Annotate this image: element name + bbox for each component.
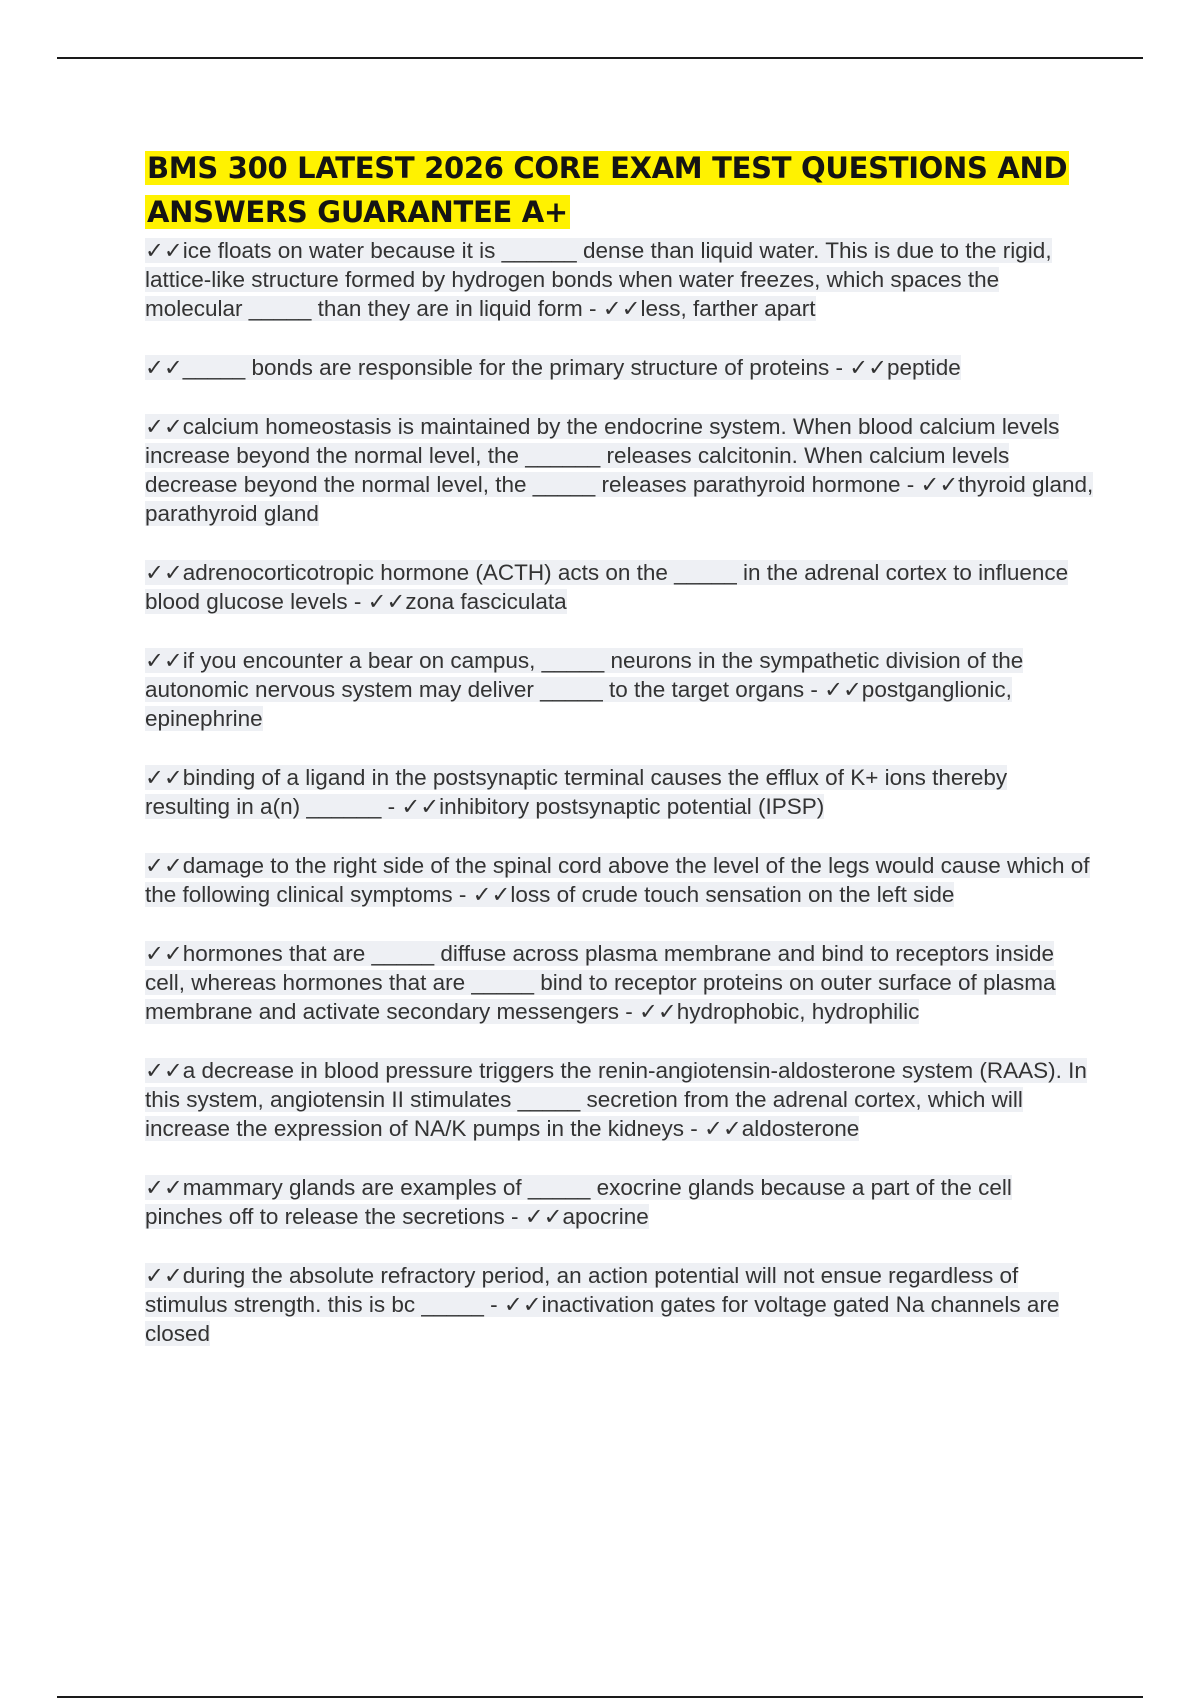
qa-item [145, 236, 1095, 323]
qa-item [145, 939, 1095, 1026]
qa-item [145, 851, 1095, 909]
qa-item [145, 646, 1095, 733]
document-title-text: BMS 300 LATEST 2026 CORE EXAM TEST QUESTIONS AND ANSWERS GUARANTEE A+ [147, 151, 1068, 229]
bottom-rule [57, 1696, 1143, 1698]
top-rule [57, 57, 1143, 59]
qa-item [145, 1056, 1095, 1143]
qa-item-text: ✓✓damage to the right side of the spinal cord above the level of the legs would cause which of the following clinical symptoms - ✓✓loss of crude touch sensation on the left side [145, 853, 1090, 907]
qa-item-text: ✓✓_____ bonds are responsible for the primary structure of proteins - ✓✓peptide [145, 355, 961, 380]
qa-item [145, 763, 1095, 821]
document-body [145, 146, 1095, 1378]
qa-item-text: ✓✓mammary glands are examples of _____ exocrine glands because a part of the cell pinches off to release the secretions - ✓✓apocrine [145, 1175, 1012, 1229]
qa-item-text: ✓✓adrenocorticotropic hormone (ACTH) acts on the _____ in the adrenal cortex to influence blood glucose levels - ✓✓zona fasciculata [145, 560, 1069, 614]
qa-item-text: ✓✓ice floats on water because it is ______ dense than liquid water. This is due to the rigid, lattice-like structure formed by hydrogen bonds when water freezes, which spaces the molecular _____ than they are in liquid form - ✓✓less, farther apart [145, 238, 1052, 321]
qa-list [145, 236, 1095, 1348]
qa-item [145, 353, 1095, 382]
qa-item-text: ✓✓calcium homeostasis is maintained by the endocrine system. When blood calcium levels increase beyond the normal level, the ______ releases calcitonin. When calcium levels decrease beyond the normal level, the _____ releases parathyroid hormone - ✓✓thyroid gland, parathyroid gland [145, 414, 1094, 526]
qa-item [145, 1173, 1095, 1231]
qa-item-text: ✓✓a decrease in blood pressure triggers the renin-angiotensin-aldosterone system (RAAS). In this system, angiotensin II stimulates _____ secretion from the adrenal cortex, which will increase the expression of NA/K pumps in the kidneys - ✓✓aldosterone [145, 1058, 1087, 1141]
qa-item-text: ✓✓if you encounter a bear on campus, _____ neurons in the sympathetic division of the autonomic nervous system may deliver _____ to the target organs - ✓✓postganglionic, epinephrine [145, 648, 1024, 731]
qa-item-text: ✓✓binding of a ligand in the postsynaptic terminal causes the efflux of K+ ions thereby resulting in a(n) ______ - ✓✓inhibitory postsynaptic potential (IPSP) [145, 765, 1008, 819]
qa-item [145, 412, 1095, 528]
qa-item [145, 558, 1095, 616]
document-title [145, 146, 1095, 234]
qa-item [145, 1261, 1095, 1348]
qa-item-text: ✓✓hormones that are _____ diffuse across plasma membrane and bind to receptors inside cell, whereas hormones that are _____ bind to receptor proteins on outer surface of plasma membrane and activate secondary messengers - ✓✓hydrophobic, hydrophilic [145, 941, 1056, 1024]
qa-item-text: ✓✓during the absolute refractory period, an action potential will not ensue regardless of stimulus strength. this is bc _____ - ✓✓inactivation gates for voltage gated Na channels are closed [145, 1263, 1060, 1346]
